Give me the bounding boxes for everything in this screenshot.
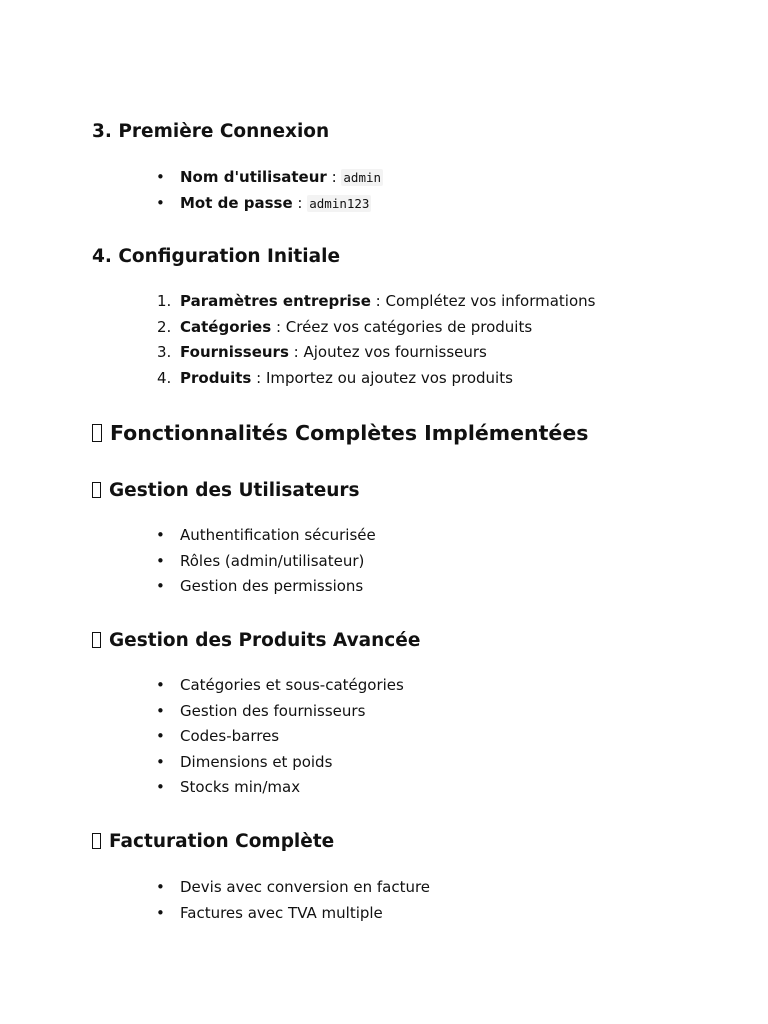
users-features-list xyxy=(0,525,768,602)
step-number: 1. xyxy=(157,292,172,310)
heading-text: Fonctionnalités Complètes Implémentées xyxy=(110,421,589,445)
bullet: • xyxy=(156,752,165,771)
list-item xyxy=(0,576,768,602)
list-item-text: Factures avec TVA multiple xyxy=(180,903,383,922)
bullet: • xyxy=(156,168,165,186)
heading-fonctionnalites xyxy=(92,420,588,446)
step-number: 2. xyxy=(157,317,172,336)
separator: : xyxy=(326,168,342,186)
step-description: : Ajoutez vos fournisseurs xyxy=(288,343,487,362)
missing-glyph-icon xyxy=(92,632,101,648)
list-item xyxy=(0,777,768,803)
separator: : xyxy=(292,193,308,212)
list-item xyxy=(0,317,768,343)
billing-features-list xyxy=(0,877,768,928)
heading-configuration-initiale: 4. Configuration Initiale xyxy=(92,246,340,267)
list-item xyxy=(0,551,768,577)
list-item xyxy=(0,701,768,727)
step-label: Paramètres entreprise xyxy=(180,292,371,310)
list-item-text xyxy=(180,342,487,362)
username-code: admin xyxy=(343,170,382,185)
list-item-text: Stocks min/max xyxy=(180,778,301,797)
field-label: Mot de passe xyxy=(180,193,293,212)
step-description: : Créez vos catégories de produits xyxy=(271,317,533,336)
list-item-text: Dimensions et poids xyxy=(180,752,333,771)
heading-premiere-connexion: 3. Première Connexion xyxy=(92,121,330,142)
heading-gestion-produits xyxy=(92,629,420,653)
list-item xyxy=(0,291,768,317)
bullet: • xyxy=(156,701,165,720)
list-item-text xyxy=(180,368,513,388)
list-item xyxy=(0,167,768,193)
bullet: • xyxy=(156,577,165,596)
list-item xyxy=(0,675,768,701)
step-label: Catégories xyxy=(180,317,272,336)
list-item-text: Catégories et sous-catégories xyxy=(180,676,404,694)
list-item-text: Devis avec conversion en facture xyxy=(180,878,431,896)
list-item xyxy=(0,368,768,394)
list-item-text: Authentification sécurisée xyxy=(180,526,376,544)
heading-text: Gestion des Produits Avancée xyxy=(109,630,421,651)
list-item-text xyxy=(180,291,595,311)
bullet: • xyxy=(156,676,165,694)
list-item-text: Gestion des fournisseurs xyxy=(180,701,366,720)
bullet: • xyxy=(156,526,165,544)
list-item-text: Codes-barres xyxy=(180,727,280,746)
step-number: 4. xyxy=(157,368,172,387)
config-steps-list xyxy=(0,291,768,393)
heading-facturation xyxy=(92,830,334,854)
bullet: • xyxy=(156,551,165,570)
list-item xyxy=(0,877,768,903)
password-code: admin123 xyxy=(309,195,370,211)
bullet: • xyxy=(156,903,165,922)
bullet: • xyxy=(156,727,165,746)
list-item-text: Gestion des permissions xyxy=(180,577,364,596)
step-label: Produits xyxy=(180,368,252,387)
list-item xyxy=(0,342,768,368)
bullet: • xyxy=(156,878,165,896)
bullet: • xyxy=(156,193,165,212)
list-item xyxy=(0,752,768,778)
list-item-text xyxy=(180,317,532,337)
step-description: : Importez ou ajoutez vos produits xyxy=(251,368,513,387)
step-number: 3. xyxy=(157,343,172,362)
connexion-list xyxy=(0,167,768,218)
list-item-text xyxy=(180,193,371,214)
list-item xyxy=(0,193,768,219)
step-label: Fournisseurs xyxy=(180,343,289,362)
list-item-text: Rôles (admin/utilisateur) xyxy=(180,551,365,570)
list-item xyxy=(0,525,768,551)
products-features-list xyxy=(0,675,768,803)
heading-text: Gestion des Utilisateurs xyxy=(109,480,360,501)
heading-text: Facturation Complète xyxy=(109,831,335,852)
list-item xyxy=(0,726,768,752)
bullet: • xyxy=(156,778,165,797)
list-item xyxy=(0,903,768,929)
list-item-text xyxy=(180,167,383,188)
missing-glyph-icon xyxy=(92,833,101,849)
missing-glyph-icon xyxy=(92,482,101,498)
missing-glyph-icon xyxy=(92,424,102,442)
field-label: Nom d'utilisateur xyxy=(180,168,327,186)
step-description: : Complétez vos informations xyxy=(370,292,596,310)
heading-gestion-utilisateurs xyxy=(92,479,360,503)
